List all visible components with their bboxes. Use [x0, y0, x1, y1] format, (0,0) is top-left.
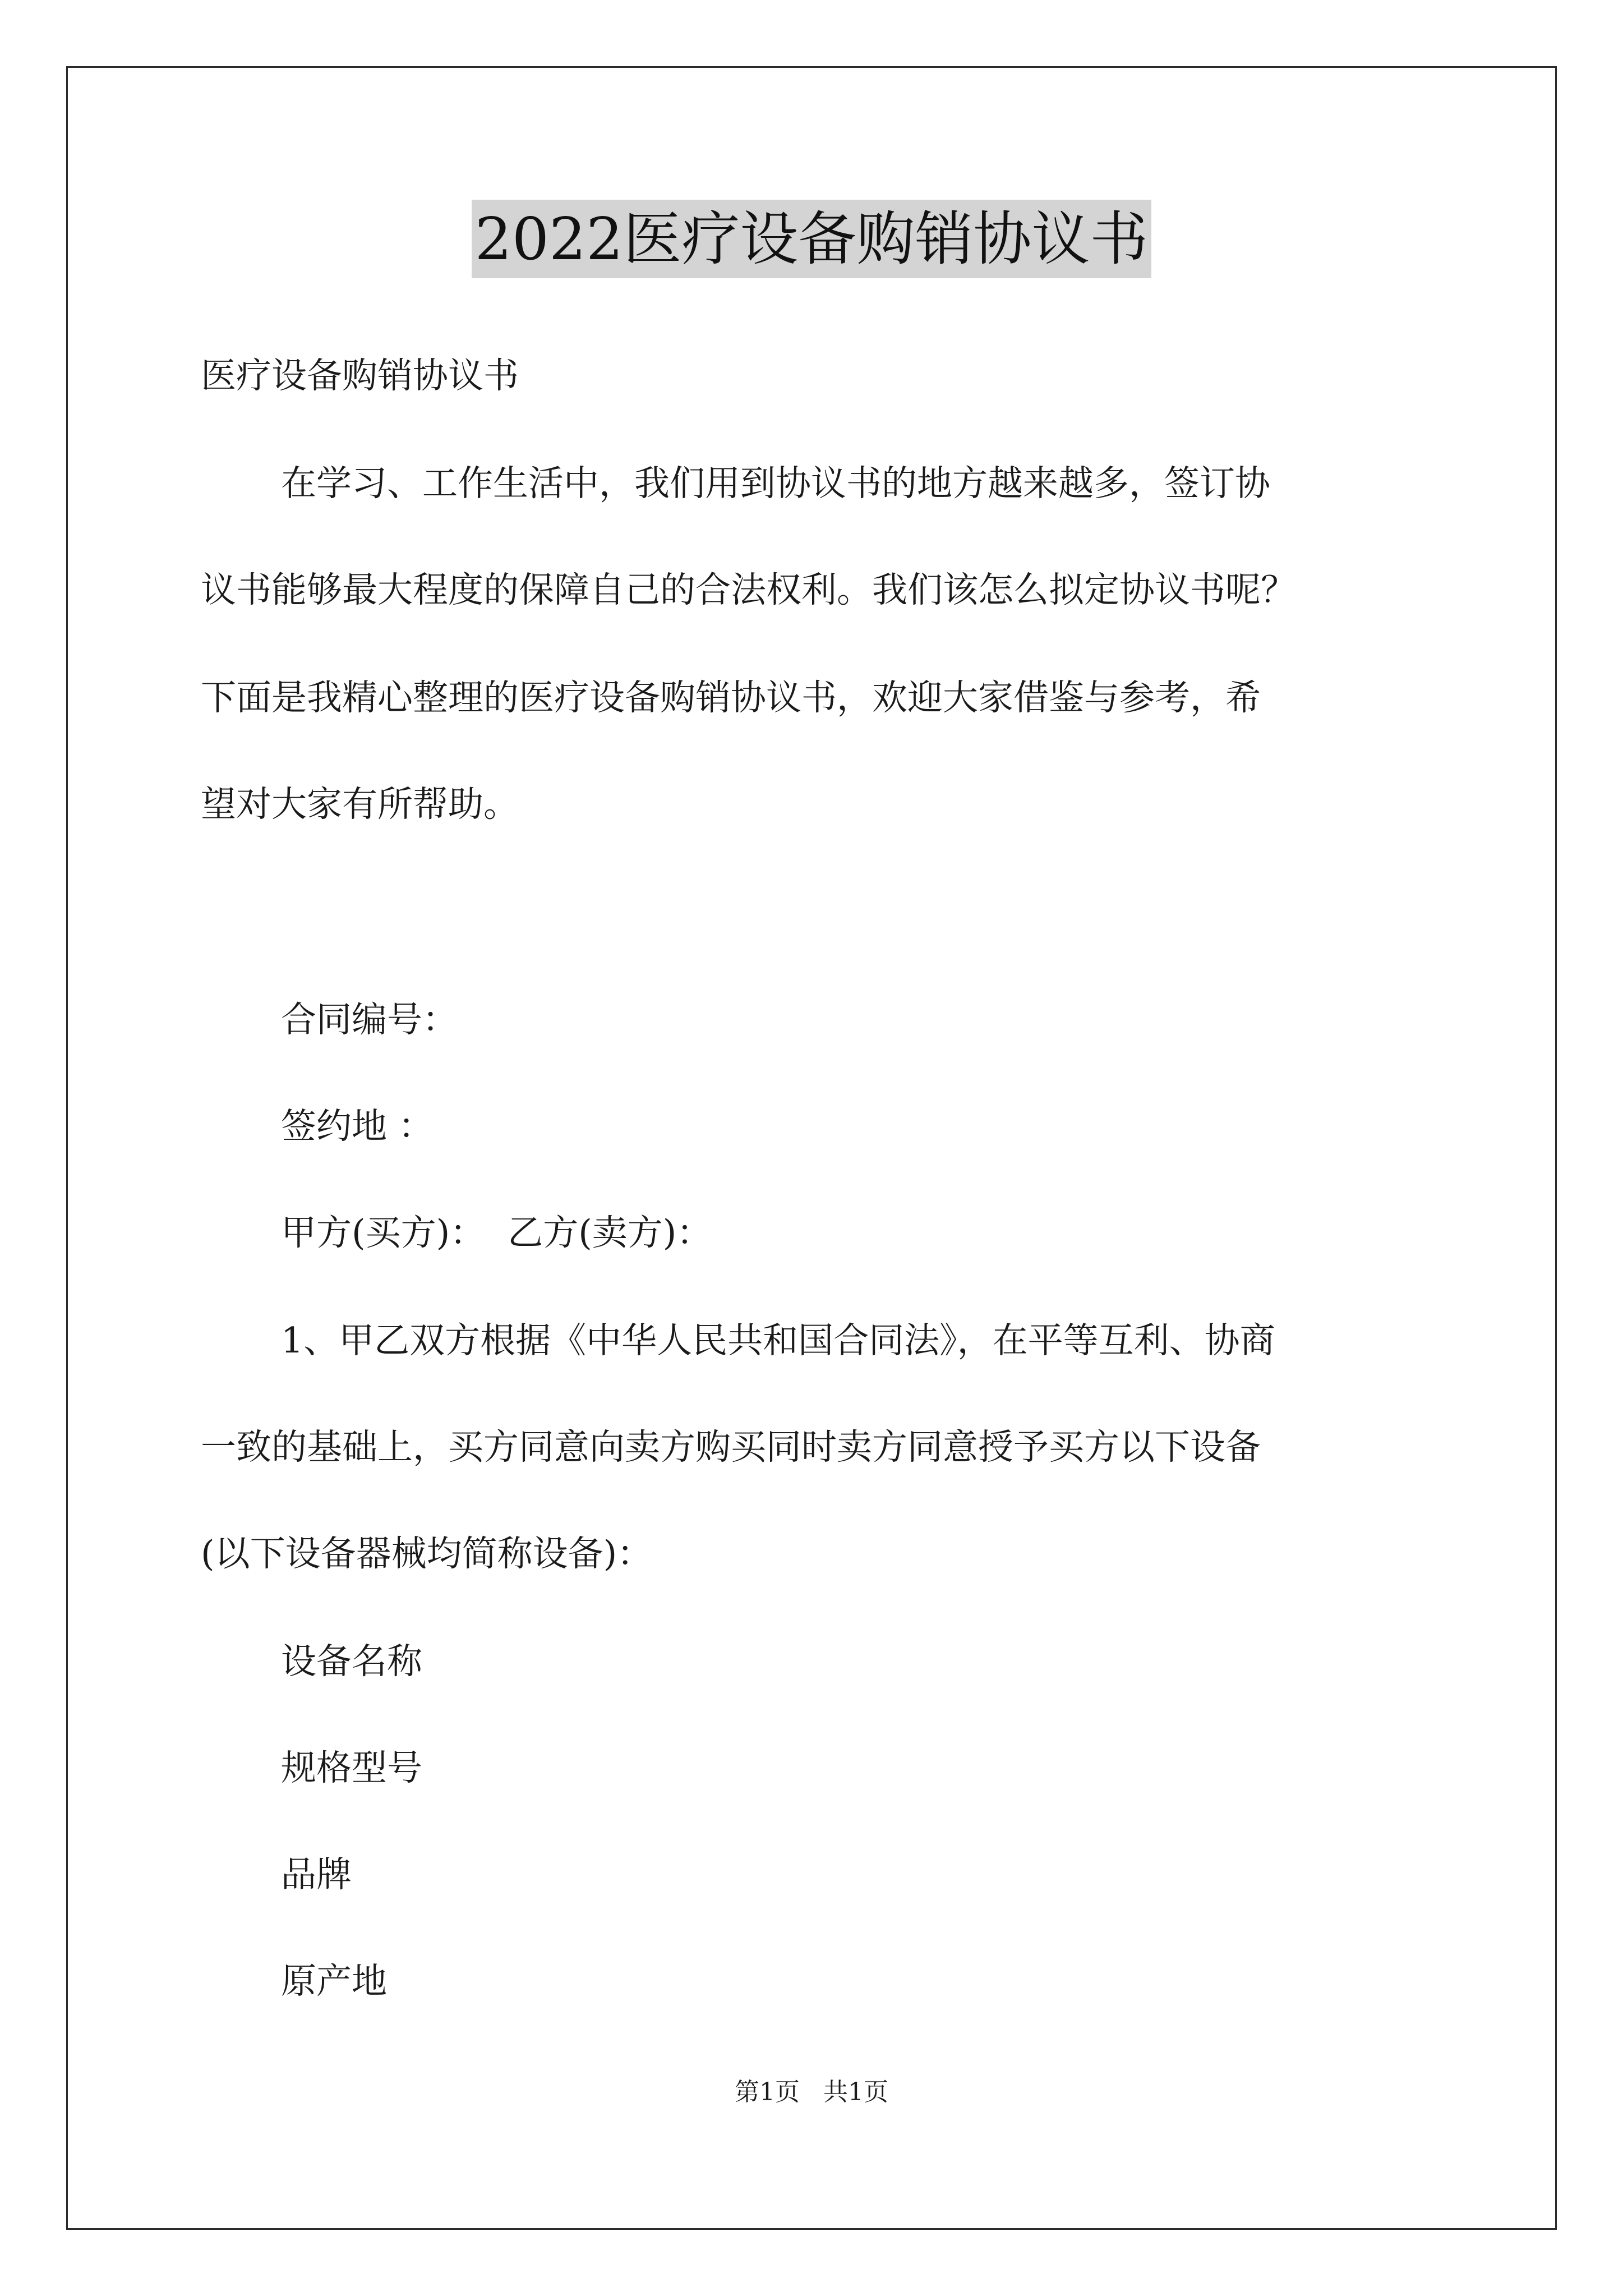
- equipment-field-origin: 原产地: [281, 1961, 387, 2001]
- contract-number-label: 合同编号：: [281, 999, 458, 1040]
- intro-line-4: 望对大家有所帮助。: [201, 784, 519, 825]
- clause1-line-2: 一致的基础上，买方同意向卖方购买同时卖方同意授予买方以下设备: [201, 1427, 1261, 1467]
- document-subtitle: 医疗设备购销协议书: [201, 355, 519, 396]
- signing-place-label: 签约地 ：: [281, 1106, 434, 1147]
- equipment-field-brand: 品牌: [281, 1854, 352, 1895]
- clause1-line-3: (以下设备器械均简称设备)：: [201, 1533, 653, 1574]
- document-title: 2022医疗设备购销协议书: [472, 200, 1152, 278]
- equipment-field-model: 规格型号: [281, 1747, 422, 1788]
- title-container: [0, 200, 1623, 278]
- page-footer: 第1页 共1页: [735, 2078, 888, 2106]
- intro-line-1: 在学习、工作生活中，我们用到协议书的地方越来越多，签订协: [281, 463, 1270, 504]
- intro-line-2: 议书能够最大程度的保障自己的合法权利。我们该怎么拟定协议书呢？: [201, 569, 1296, 610]
- parties-label: 甲方(买方)： 乙方(卖方)：: [281, 1212, 712, 1253]
- clause1-line-1: 1、甲乙双方根据《中华人民共和国合同法》，在平等互利、协商: [281, 1320, 1275, 1361]
- intro-line-3: 下面是我精心整理的医疗设备购销协议书，欢迎大家借鉴与参考，希: [201, 677, 1261, 718]
- equipment-field-name: 设备名称: [281, 1641, 422, 1682]
